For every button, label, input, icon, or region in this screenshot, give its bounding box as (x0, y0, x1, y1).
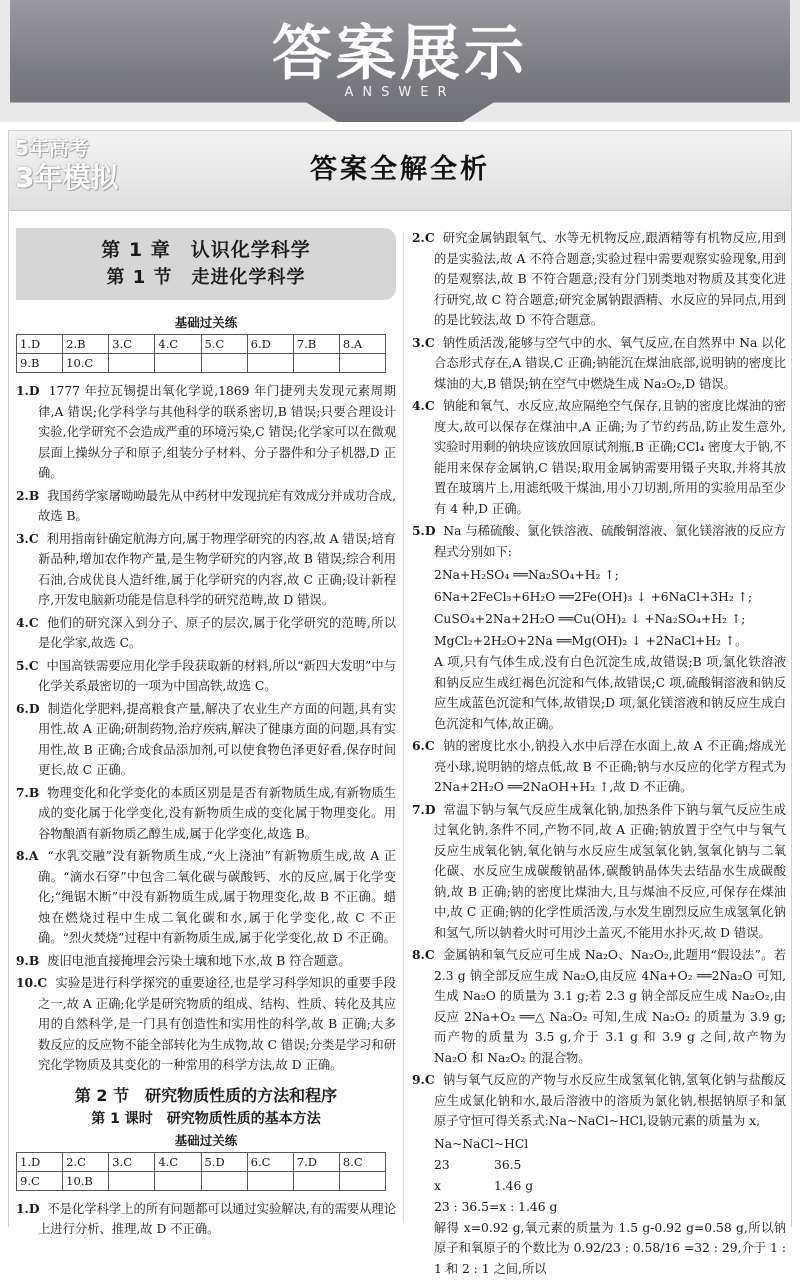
table-row (17, 1171, 386, 1190)
table-cell (155, 354, 201, 373)
item-text: 利用指南针确定航海方向,属于物理学研究的内容,故 A 错误;培育新品种,增加农作物产量,是生物学研究的内容,故 B 错误;综合利用石油,合成优良人造纤维,属于化学研究的内容,故 C 正确;设计新程序,开发电脑新功能是信息科学的研究范畴,故 D 错误。 (38, 531, 396, 607)
item-number: 7.D (412, 801, 436, 817)
item-text: 钠的密度比水小,钠投入水中后浮在水面上,故 A 不正确;熔成光亮小球,说明钠的熔点低,故 B 不正确;钠与水反应的化学方程式为 2Na+2H₂O ══2NaOH+H₂ ↑,故 D 不正确。 (434, 739, 786, 794)
table-cell (109, 354, 155, 373)
table-cell: 3.C (109, 335, 155, 354)
item-number: 4.C (16, 614, 39, 630)
answer-item (412, 736, 786, 798)
table-cell: 6.D (247, 335, 293, 354)
answer-table-title: 基础过关练 (174, 315, 238, 330)
item-number: 2.B (16, 487, 40, 503)
item-text: 金属钠和氧气反应可生成 Na₂O、Na₂O₂,此题用“假设法”。若 2.3 g 钠全部反应生成 Na₂O,由反应 4Na+O₂ ══2Na₂O 可知,生成 Na₂O 的质量为 3.1 g;若 2.3 g 钠全部反应生成 Na₂O₂,由反应 2Na+O₂ ══△ Na₂O₂ 可知,生成 Na₂O₂ 的质量为 3.9 g;而产物的质量为 3.5 g,介于 3.1 g 和 3.9 g 之间,故产物为 Na₂O 和 Na₂O₂ 的混合物。 (434, 948, 786, 1065)
table-cell: 4.C (155, 1152, 201, 1171)
item-text: 钠能和氧气、水反应,故应隔绝空气保存,且钠的密度比煤油的密度大,故可以保存在煤油中,A 正确;为了节约药品,防止发生意外,实验时用剩的钠块应该放回原试剂瓶,B 正确;CCl₄ 密度大于钠,不能用来保存金属钠,C 错误;取用金属钠需要用镊子夹取,并将其放置在玻璃片上,用滤纸吸干煤油,用小刀切割,所用的实验用品至少有 4 种,D 正确。 (434, 399, 786, 516)
answer-item (16, 656, 396, 697)
table-cell: 8.C (339, 1152, 385, 1171)
answer-table (16, 1152, 386, 1191)
item-continuation: A 项,只有气体生成,没有白色沉淀生成,故错误;B 项,氯化铁溶液和钠反应生成红褐色沉淀和气体,故错误;C 项,硫酸铜溶液和钠反应生成蓝色沉淀和气体,故错误;D 项,氯化镁溶液和钠反应生成白色沉淀和气体,故正确。 (434, 655, 786, 731)
item-text: 钠性质活泼,能够与空气中的水、氧气反应,在自然界中 Na 以化合态形式存在,A 错误,C 正确;钠能沉在煤油底部,说明钠的密度比煤油的大,B 错误;钠在空气中燃烧生成 Na₂O₂,D 错误。 (434, 335, 786, 391)
equation: 2Na+H₂SO₄ ══Na₂SO₄+H₂ ↑; (434, 568, 619, 582)
answer-item (16, 846, 396, 949)
item-number: 8.C (412, 947, 435, 962)
table-cell: 1.D (17, 1152, 63, 1171)
table-cell (247, 354, 293, 373)
equation: CuSO₄+2Na+2H₂O ══Cu(OH)₂ ↓ +Na₂SO₄+H₂ ↑; (434, 612, 746, 626)
table-cell (109, 1171, 155, 1190)
item-number: 1.D (16, 383, 40, 398)
table-cell: 3.C (109, 1152, 155, 1171)
answer-item (16, 699, 396, 781)
table-cell: 10.C (63, 354, 109, 373)
item-number: 9.B (16, 952, 40, 968)
table-row (17, 1152, 386, 1171)
item-text: 不是化学科学上的所有问题都可以通过实验解决,有的需要从理论上进行分析、推理,故 D 不正确。 (38, 1201, 396, 1236)
table-row (17, 354, 386, 373)
item-number: 8.A (16, 848, 39, 863)
answer-item (16, 529, 396, 611)
logo-line-1: 5年高考 (15, 136, 89, 160)
item-text: 实验是进行科学探究的重要途径,也是学习科学知识的重要手段之一,故 A 正确;化学是研究物质的组成、结构、性质、转化及其应用的自然科学,是一门具有创造性和实用性的科学,故 B 正确;大多数反应的反应物不能全部转化为生成物,故 C 错误;分类是学习和研究化学物质及其变化的一种常用的科学方法,故 D 正确。 (38, 976, 396, 1072)
calc-line: 23 : 36.5=x : 1.46 g (434, 1199, 558, 1214)
table-cell: 4.C (155, 335, 201, 354)
table-cell: 5.D (201, 1152, 247, 1171)
calc-line (412, 1176, 786, 1197)
item-text: 研究金属钠跟氧气、水等无机物反应,跟酒精等有机物反应,用到的是实验法,故 A 不符合题意;实验过程中需要观察实验现象,用到的是观察法,故 B 不符合题意;没有分门别类地对物质及其变化进行研究,故 C 符合题意;研究金属钠跟酒精、水反应的异同点,用到的是比较法,故 D 不符合题意。 (434, 231, 786, 327)
answer-item (412, 396, 786, 519)
answer-item (16, 973, 396, 1076)
calc-line (412, 1155, 786, 1176)
answer-item (16, 1199, 396, 1240)
section-title: 第 1 节 走进化学科学 (106, 267, 306, 288)
answer-item (412, 800, 786, 944)
item-number: 10.C (16, 975, 48, 990)
answer-item (412, 228, 786, 331)
table-cell (293, 354, 339, 373)
item-continuation: 解得 x=0.92 g,氧元素的质量为 1.5 g-0.92 g=0.58 g,所以钠原子和氧原子的个数比为 0.92/23 : 0.58/16 =32 : 29,介于 1 : 1 和 2 : 1 之间,所以 (434, 1220, 786, 1276)
answer-item (412, 945, 786, 1068)
lesson-title: 第 1 课时 研究物质性质的基本方法 (91, 1110, 321, 1127)
table-cell: 5.C (201, 335, 247, 354)
calc-value: x (434, 1178, 441, 1193)
item-text: 1777 年拉瓦锡提出氧化学说,1869 年门捷列夫发现元素周期律,A 错误;化学科学与其他科学的联系密切,B 错误;只要合理设计实验,化学研究不会造成严重的环境污染,C 错误;化学家可以在微观层面上操纵分子和原子,组装分子材料、分子器件和分子机器,D 正确。 (38, 384, 396, 480)
left-column (16, 228, 396, 1242)
table-cell: 2.B (63, 335, 109, 354)
table-cell (247, 1171, 293, 1190)
equation: 6Na+2FeCl₃+6H₂O ══2Fe(OH)₃ ↓ +6NaCl+3H₂ ↑; (434, 590, 753, 604)
item-text: 物理变化和化学变化的本质区别是是否有新物质生成,有新物质生成的变化属于化学变化,没有新物质生成的变化属于物理变化。用谷物酿酒有新物质乙醇生成,属于化学变化,故选 B。 (38, 785, 396, 841)
table-cell: 1.D (17, 335, 63, 354)
item-number: 7.B (16, 784, 40, 800)
table-cell: 7.D (293, 1152, 339, 1171)
table-cell (293, 1171, 339, 1190)
table-cell (339, 354, 385, 373)
answer-item (412, 333, 786, 395)
item-number: 6.C (412, 738, 435, 753)
table-cell: 9.C (17, 1171, 63, 1190)
table-cell (155, 1171, 201, 1190)
answer-item (16, 951, 396, 972)
banner (0, 0, 800, 122)
answer-item (412, 521, 786, 562)
item-number: 2.C (412, 230, 435, 245)
item-number: 1.D (16, 1200, 40, 1216)
equation: MgCl₂+2H₂O+2Na ══Mg(OH)₂ ↓ +2NaCl+H₂ ↑。 (434, 634, 748, 648)
table-cell (201, 1171, 247, 1190)
item-number: 3.C (16, 530, 39, 546)
calc-line: Na~NaCl~HCl (434, 1136, 529, 1151)
answer-table (16, 334, 386, 373)
item-text: 我国药学家屠呦呦最先从中药材中发现抗疟有效成分并成功合成,故选 B。 (38, 488, 396, 523)
chapter-heading (16, 228, 396, 300)
table-cell: 7.B (293, 335, 339, 354)
chapter-title: 第 1 章 认识化学科学 (101, 239, 311, 261)
item-number: 5.D (412, 523, 436, 538)
answer-item (16, 613, 396, 654)
calc-value: 23 (434, 1157, 450, 1172)
table-cell (201, 354, 247, 373)
answer-item (412, 1070, 786, 1132)
header-bar (9, 131, 791, 211)
item-number: 5.C (16, 657, 39, 673)
table-cell: 9.B (17, 354, 63, 373)
table-cell: 2.C (63, 1152, 109, 1171)
table-row (17, 335, 386, 354)
answer-item (16, 783, 396, 845)
item-number: 3.C (412, 334, 435, 350)
table-cell (339, 1171, 385, 1190)
table-cell: 6.C (247, 1152, 293, 1171)
item-text: 钠与氧气反应的产物与水反应生成氢氧化钠,氢氧化钠与盐酸反应生成氯化钠和水,最后溶液中的溶质为氯化钠,根据钠原子和氯原子守恒可得关系式:Na~NaCl~HCl,设钠元素的质量为 x, (434, 1073, 786, 1128)
table-cell: 10.B (63, 1171, 109, 1190)
calc-value: 36.5 (494, 1157, 522, 1172)
item-text: 常温下钠与氧气反应生成氧化钠,加热条件下钠与氧气反应生成过氧化钠,条件不同,产物不同,故 A 正确;钠放置于空气中与氧气反应生成氧化钠,氧化钠与水反应生成氢氧化钠,氢氧化钠与二氧化碳、水反应生成碳酸钠晶体,碳酸钠晶体失去结晶水生成碳酸钠,故 B 正确;钠的密度比煤油大,且与煤油不反应,可保存在煤油中,故 C 正确;钠的化学性质活泼,与水发生剧烈反应生成氢氧化钠和氢气,所以钠着火时可用沙土盖灭,不能用水扑灭,故 D 错误。 (434, 802, 786, 940)
item-text: 制造化学肥料,提高粮食产量,解决了农业生产方面的问题,具有实用性,故 A 正确;研制药物,治疗疾病,解决了健康方面的问题,具有实用性,故 B 正确;合成食品添加剂,可以使食物色泽更好看,保存时间更长,故 C 正确。 (38, 701, 396, 777)
item-number: 4.C (412, 398, 435, 413)
right-column (412, 228, 786, 1281)
banner-subtitle: ANSWER (344, 85, 456, 100)
item-text: Na 与稀硫酸、氯化铁溶液、硫酸铜溶液、氯化镁溶液的反应方程式分别如下: (434, 524, 786, 559)
column-divider (403, 232, 404, 1222)
page-title: 答案全解全析 (310, 154, 490, 185)
item-number: 6.D (16, 700, 40, 716)
table-cell: 8.A (339, 335, 385, 354)
calc-value: 1.46 g (494, 1178, 534, 1193)
banner-title: 答案展示 (272, 19, 528, 89)
item-text: “水乳交融”没有新物质生成,“火上浇油”有新物质生成,故 A 正确。“滴水石穿”中包含二氧化碳与碳酸钙、水的反应,属于化学变化;“绳锯木断”中没有新物质生成,属于物理变化,故 B 不正确。蜡烛在燃烧过程中生成二氧化碳和水,属于化学变化,故 C 不正确。“烈火焚烧”过程中有新物质生成,属于化学变化,故 D 不正确。 (38, 849, 396, 945)
answer-table-title: 基础过关练 (174, 1132, 238, 1148)
logo-line-2: 3年模拟 (15, 161, 119, 194)
item-text: 他们的研究深入到分子、原子的层次,属于化学研究的范畴,所以是化学家,故选 C。 (38, 615, 396, 650)
answer-item (16, 381, 396, 484)
item-text: 中国高铁需要应用化学手段获取新的材料,所以“新四大发明”中与化学关系最密切的一项为中国高铁,故选 C。 (38, 658, 396, 693)
item-text: 废旧电池直接掩埋会污染土壤和地下水,故 B 符合题意。 (47, 953, 351, 968)
section-2-title: 第 2 节 研究物质性质的方法和程序 (74, 1085, 338, 1105)
item-number: 9.C (412, 1072, 435, 1087)
answer-item (16, 486, 396, 527)
